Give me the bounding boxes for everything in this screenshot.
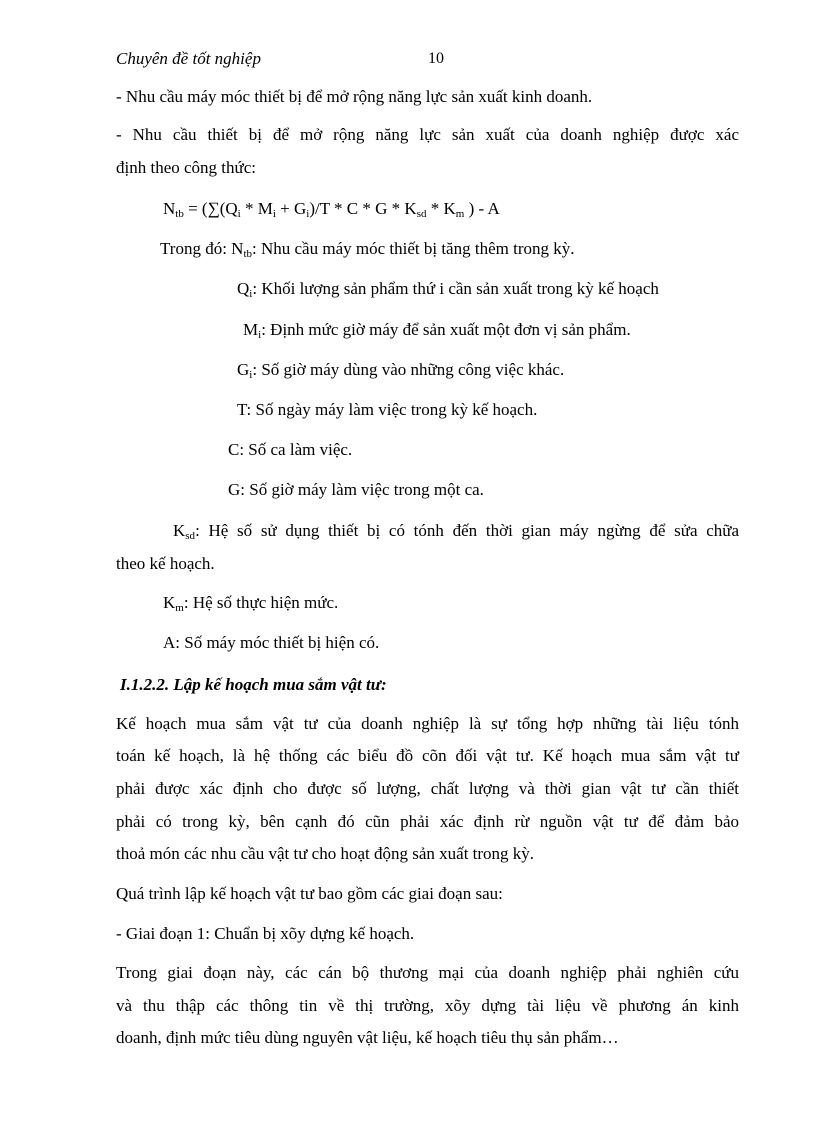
definition-a: A: Số máy móc thiết bị hiện có. (163, 633, 380, 652)
definition-t: T: Số ngày máy làm việc trong kỳ kế hoạch. (237, 400, 538, 419)
definition-mi: $M_i$: Định mức giờ máy để sản xuất một đơn vị sản phẩm. (243, 320, 631, 341)
body-line: Trong giai đoạn này, các cán bộ thương mại của doanh nghiệp phải nghiên cứu (116, 963, 739, 982)
text-line: định theo công thức: (116, 158, 256, 177)
section-heading: I.1.2.2. Lập kế hoạch mua sắm vật tư: (120, 675, 387, 694)
page-number: 10 (428, 50, 444, 67)
body-line: phải được xác định cho được số lượng, chất lượng và thời gian vật tư cần thiết (116, 779, 739, 798)
bullet-line-1: - Nhu cầu máy móc thiết bị để mở rộng năng lực sản xuất kinh doanh. (116, 87, 593, 106)
bullet-line-3: - Giai đoạn 1: Chuẩn bị xõy dựng kế hoạch. (116, 924, 415, 943)
bullet-line-2: - Nhu cầu thiết bị để mở rộng năng lực sản xuất của doanh nghiệp được xác (116, 125, 739, 144)
definition-ntb: Trong đó: $N_{tb}$: Nhu cầu máy móc thiết bị tăng thêm trong kỳ. (160, 239, 575, 260)
body-line: toán kế hoạch, là hệ thống các biểu đồ cõn đối vật tư. Kế hoạch mua sắm vật tư (116, 746, 739, 765)
definition-ksd-continued: theo kế hoạch. (116, 554, 215, 573)
definition-gi: $G_i$: Số giờ máy dùng vào những công việc khác. (237, 360, 565, 381)
body-line: và thu thập các thông tin về thị trường, xõy dựng tài liệu về phương án kinh (116, 996, 739, 1015)
formula: $N_{tb} = (\sum(Q_i * M_i + G_i)/T * C * G * K_{sd} * K_m$ ) - A (163, 199, 500, 220)
body-line: phải có trong kỳ, bên cạnh đó cũn phải xác định rừ nguồn vật tư để đảm bảo (116, 812, 739, 831)
body-line: thoả món các nhu cầu vật tư cho hoạt động sản xuất trong kỳ. (116, 844, 535, 863)
definition-c: C: Số ca làm việc. (228, 440, 353, 459)
definition-ksd: $K_{sd}$: Hệ số sử dụng thiết bị có tónh đến thời gian máy ngừng để sửa chữa (173, 521, 739, 542)
body-line: doanh, định mức tiêu dùng nguyên vật liệu, kế hoạch tiêu thụ sản phẩm… (116, 1028, 619, 1047)
body-line: Kế hoạch mua sắm vật tư của doanh nghiệp là sự tổng hợp những tài liệu tónh (116, 714, 739, 733)
header-title: Chuyên đề tốt nghiệp (116, 49, 261, 68)
definition-km: $K_m$: Hệ số thực hiện mức. (163, 593, 339, 614)
body-line: Quá trình lập kế hoạch vật tư bao gồm các giai đoạn sau: (116, 884, 503, 903)
definition-g: G: Số giờ máy làm việc trong một ca. (228, 480, 484, 499)
definition-qi: $Q_i$: Khối lượng sản phẩm thứ i cần sản xuất trong kỳ kế hoạch (237, 279, 659, 300)
